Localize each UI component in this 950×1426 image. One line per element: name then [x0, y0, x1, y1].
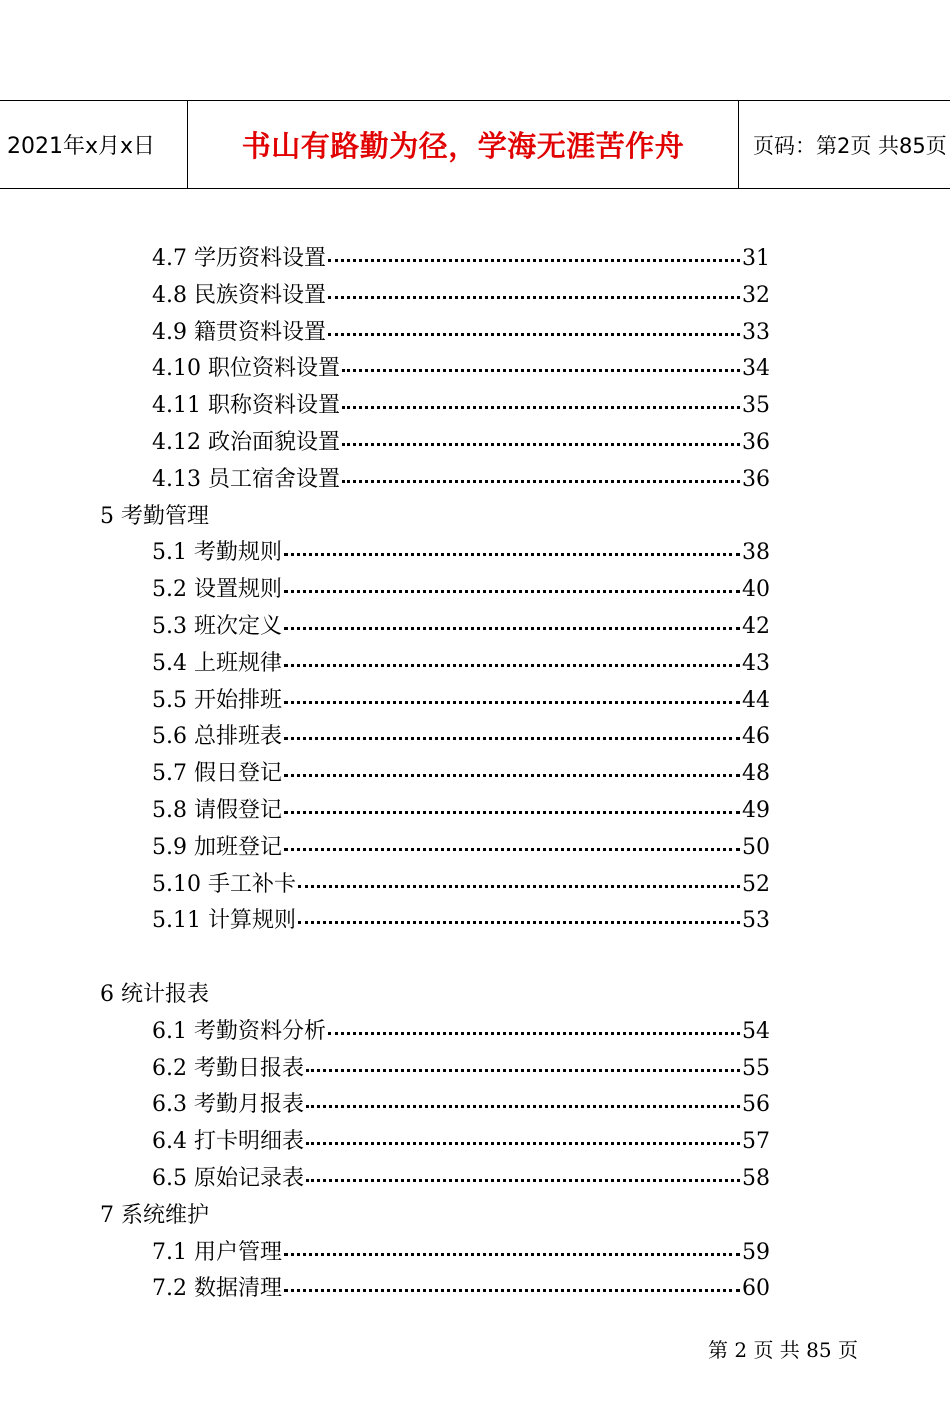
toc-entry[interactable] — [152, 240, 770, 277]
toc-entry[interactable] — [152, 534, 770, 571]
toc-entry[interactable] — [152, 387, 770, 424]
toc-chapter[interactable] — [100, 1197, 770, 1234]
toc-dot-leader — [284, 774, 740, 777]
toc-page-number: 55 — [742, 1055, 770, 1081]
toc-entry[interactable] — [152, 571, 770, 608]
toc-page-number: 36 — [742, 430, 770, 455]
toc-dot-leader — [298, 885, 740, 888]
toc-dot-leader — [328, 333, 740, 336]
toc-entry[interactable] — [152, 314, 770, 351]
toc-dot-leader — [284, 701, 740, 704]
toc-page-number: 58 — [742, 1166, 770, 1191]
toc-label: 5.6 总排班表 — [152, 724, 282, 750]
toc-page-number: 44 — [742, 687, 770, 713]
toc-page-number: 54 — [742, 1018, 770, 1044]
toc-entry[interactable] — [152, 755, 770, 792]
toc-dot-leader — [284, 553, 740, 556]
toc-dot-leader — [284, 590, 740, 593]
toc-entry[interactable] — [152, 902, 770, 939]
toc-entry[interactable] — [152, 1160, 770, 1197]
toc-label: 4.11 职称资料设置 — [152, 393, 340, 419]
toc-page-number: 31 — [742, 246, 770, 271]
toc-label: 6.3 考勤月报表 — [152, 1092, 304, 1118]
toc-label: 5.3 班次定义 — [152, 614, 282, 639]
toc-entry[interactable] — [152, 718, 770, 755]
toc-label: 6.4 打卡明细表 — [152, 1129, 304, 1155]
toc-dot-leader — [306, 1179, 740, 1182]
toc-entry[interactable] — [152, 866, 770, 903]
toc-entry[interactable] — [152, 608, 770, 645]
toc-label: 5.11 计算规则 — [152, 908, 296, 934]
toc-page-number: 49 — [742, 798, 770, 823]
toc-spacer — [152, 939, 770, 976]
toc-dot-leader — [284, 1289, 740, 1292]
toc-dot-leader — [306, 1069, 740, 1072]
toc-entry[interactable] — [152, 682, 770, 719]
toc-page-number: 50 — [742, 834, 770, 860]
toc-page-number: 43 — [742, 650, 770, 676]
toc-dot-leader — [328, 296, 740, 299]
toc-dot-leader — [306, 1105, 740, 1108]
toc-page-number: 52 — [742, 871, 770, 897]
toc-page-number: 42 — [742, 614, 770, 639]
header-page-number: 页码：第2页 共85页 — [753, 133, 947, 158]
header-date: 2021年x月x日 — [0, 101, 188, 188]
toc-entry[interactable] — [152, 1123, 770, 1160]
toc-label: 5 考勤管理 — [100, 503, 209, 529]
toc-label: 7.1 用户管理 — [152, 1239, 282, 1265]
toc-dot-leader — [342, 480, 740, 483]
toc-entry[interactable] — [152, 792, 770, 829]
toc-dot-leader — [342, 406, 740, 409]
toc-page-number: 46 — [742, 724, 770, 750]
toc-entry[interactable] — [152, 1234, 770, 1271]
page-footer: 第 2 页 共 85 页 — [708, 1338, 858, 1362]
toc-label: 6 统计报表 — [100, 982, 209, 1007]
toc-entry[interactable] — [152, 1013, 770, 1050]
toc-entry[interactable] — [152, 1270, 770, 1307]
toc-chapter[interactable] — [100, 976, 770, 1013]
toc-entry[interactable] — [152, 645, 770, 682]
toc-entry[interactable] — [152, 1050, 770, 1087]
toc-dot-leader — [328, 1032, 740, 1035]
toc-page-number: 53 — [742, 908, 770, 934]
toc-page-number: 34 — [742, 356, 770, 382]
toc-entry[interactable] — [152, 461, 770, 498]
toc-dot-leader — [284, 1253, 740, 1256]
toc-dot-leader — [284, 737, 740, 740]
toc-label: 4.7 学历资料设置 — [152, 246, 326, 271]
toc-label: 5.2 设置规则 — [152, 577, 282, 603]
toc-dot-leader — [306, 1142, 740, 1145]
toc-page-number: 56 — [742, 1092, 770, 1118]
toc-dot-leader — [328, 259, 740, 262]
toc-label: 7 系统维护 — [100, 1202, 209, 1228]
toc-page-number: 48 — [742, 761, 770, 787]
toc-page-number: 60 — [742, 1276, 770, 1302]
toc-page-number: 33 — [742, 319, 770, 345]
toc-label: 4.10 职位资料设置 — [152, 356, 340, 382]
toc-label: 4.13 员工宿舍设置 — [152, 466, 340, 492]
toc-label: 5.1 考勤规则 — [152, 540, 282, 566]
toc-label: 6.1 考勤资料分析 — [152, 1018, 326, 1044]
toc-chapter[interactable] — [100, 498, 770, 535]
toc-dot-leader — [298, 921, 740, 924]
toc-page-number: 35 — [742, 393, 770, 419]
toc-label: 4.8 民族资料设置 — [152, 282, 326, 308]
toc-label: 6.2 考勤日报表 — [152, 1055, 304, 1081]
toc-dot-leader — [284, 848, 740, 851]
header-motto: 书山有路勤为径，学海无涯苦作舟 — [188, 101, 739, 188]
toc-label: 6.5 原始记录表 — [152, 1166, 304, 1191]
toc-label: 4.12 政治面貌设置 — [152, 430, 340, 455]
toc-entry[interactable] — [152, 1086, 770, 1123]
toc-label: 5.5 开始排班 — [152, 687, 282, 713]
toc-label: 5.7 假日登记 — [152, 761, 282, 787]
toc-label: 5.9 加班登记 — [152, 834, 282, 860]
toc-label: 7.2 数据清理 — [152, 1276, 282, 1302]
toc-label: 5.4 上班规律 — [152, 650, 282, 676]
toc-page-number: 57 — [742, 1129, 770, 1155]
toc-page-number: 59 — [742, 1239, 770, 1265]
toc-dot-leader — [284, 664, 740, 667]
toc-page-number: 32 — [742, 282, 770, 308]
page-header — [0, 100, 950, 189]
toc-entry[interactable] — [152, 424, 770, 461]
toc-entry[interactable] — [152, 829, 770, 866]
toc-label: 5.8 请假登记 — [152, 798, 282, 823]
toc-label: 5.10 手工补卡 — [152, 871, 296, 897]
toc-page-number: 40 — [742, 577, 770, 603]
toc-page-number: 36 — [742, 466, 770, 492]
toc-entry[interactable] — [152, 277, 770, 314]
toc-entry[interactable] — [152, 350, 770, 387]
toc-page-number: 38 — [742, 540, 770, 566]
toc-label: 4.9 籍贯资料设置 — [152, 319, 326, 345]
toc-dot-leader — [342, 369, 740, 372]
toc-dot-leader — [284, 811, 740, 814]
toc-dot-leader — [342, 443, 740, 446]
toc-dot-leader — [284, 627, 740, 630]
